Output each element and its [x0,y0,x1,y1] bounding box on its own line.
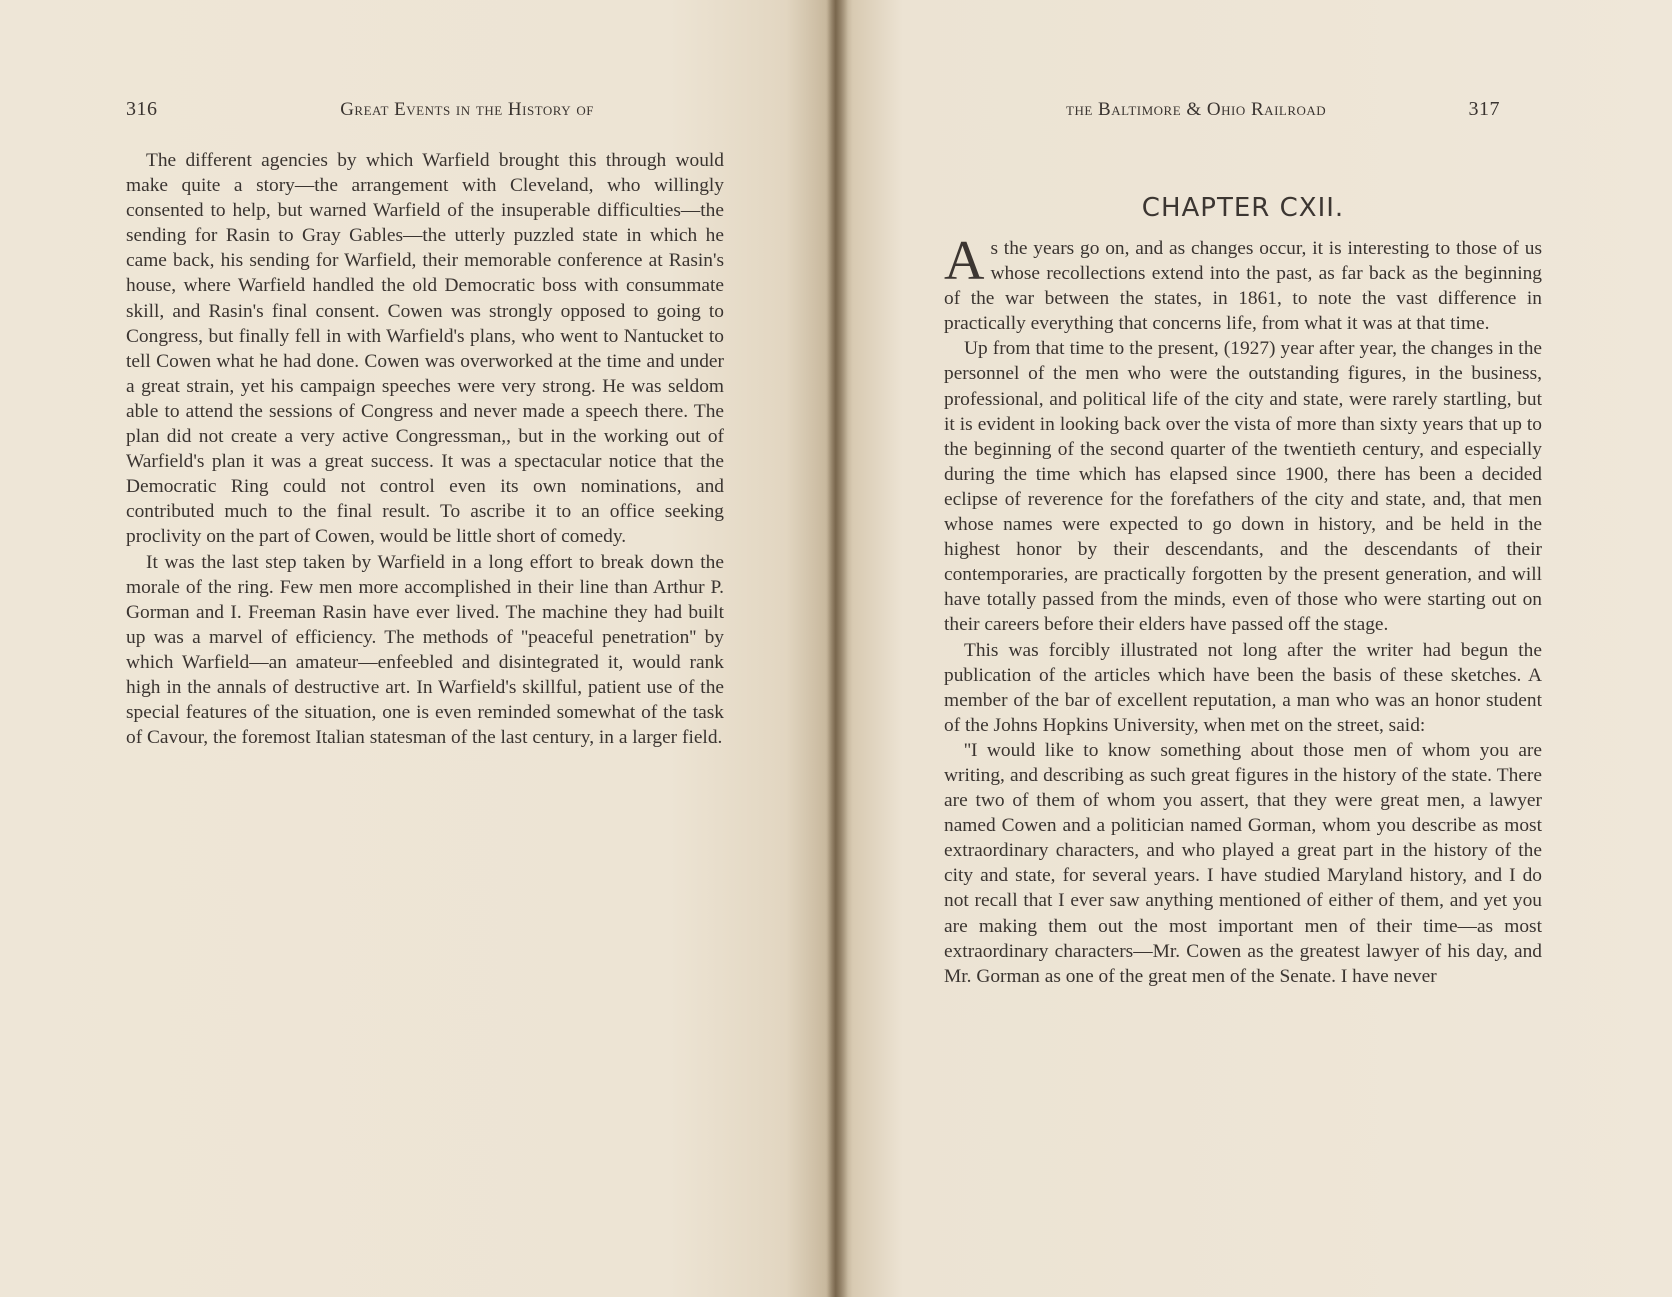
drop-cap: A [944,230,985,292]
right-first-paragraph [944,230,1542,336]
left-body-text [126,148,724,750]
chapter-title: CHAPTER CXII. [1141,193,1345,223]
right-paragraph: Up from that time to the present, (1927) year after year, the changes in the personnel of the men who were the outstanding figures, in the business, professional, and political life of the city and state, were rarely startling, but it is evident in looking back over the vista of more than sixty years that up to the beginning of the second quarter of the twentieth century, and especially during the time which has elapsed since 1900, there has been a decided eclipse of reverence for the forefathers of the city and state, and, that men whose names were expected to go down in history, and be held in the highest honor by their descendants, and the descendants of their contemporaries, are practically forgotten by the present generation, and will have totally passed from the minds, even of those who were starting out on their careers before their elders have passed off the stage. [944,338,1542,636]
right-page-number: 317 [1468,98,1500,120]
right-paragraph: ''I would like to know something about those men of whom you are writing, and describing as such great figures in the history of the state. There are two of them of whom you assert, that they were great men, a lawyer named Cowen and a politician named Gorman, whom you describe as most extraordinary characters, and who played a great part in the history of the city and state, for several years. I have studied Maryland history, and I do not recall that I ever saw anything mentioned of either of them, and yet you are making them out the most important men of their time—as most extraordinary characters—Mr. Cowen as the greatest lawyer of his day, and Mr. Gorman as one of the great men of the Senate. I have never [944,739,1542,987]
right-running-title: the Baltimore & Ohio Railroad [1066,99,1327,120]
right-page [836,0,1672,1297]
left-running-title: Great Events in the History of [340,99,594,120]
left-paragraph: The different agencies by which Warfield brought this through would make quite a story—the arrangement with Cleveland, who willingly consented to help, but warned Warfield of the insuperable difficulties—the sending for Rasin to Gray Gables—the utterly puzzled state in which he came back, his sending for Warfield, their memorable conference at Rasin's house, where Warfield handled the old Democratic boss with consummate skill, and Rasin's final consent. Cowen was strongly opposed to going to Congress, but finally fell in with Warfield's plans, who went to Nantucket to tell Cowen what he had done. Cowen was overworked at the time and under a great strain, yet his campaign speeches were very strong. He was seldom able to attend the sessions of Congress and never made a speech there. The plan did not create a very active Congressman,, but in the working out of Warfield's plan it was a great success. It was a spectacular notice that the Democratic Ring could not control even its own nominations, and contributed much to the final result. To ascribe it to an office seeking proclivity on the part of Cowen, would be little short of comedy. [126,150,724,548]
left-running-head [126,98,594,121]
right-paragraph: This was forcibly illustrated not long after the writer had begun the publication of the articles which have been the basis of these sketches. A member of the bar of excellent reputation, a man who was an honor student of the Johns Hopkins University, when met on the street, said: [944,639,1542,736]
right-running-head [1066,98,1500,121]
left-paragraph: It was the last step taken by Warfield in a long effort to break down the morale of the ring. Few men more accomplished in their line than Arthur P. Gorman and I. Freeman Rasin have ever lived. The machine they had built up was a marvel of efficiency. The methods of ''peaceful penetration'' by which Warfield—an amateur—enfeebled and disintegrated it, would rank high in the annals of destructive art. In Warfield's skillful, patient use of the special features of the situation, one is even reminded somewhat of the task of Cavour, the foremost Italian statesman of the last century, in a larger field. [126,551,724,749]
first-paragraph-text: s the years go on, and as changes occur, it is interesting to those of us whose recollections extend into the past, as far back as the beginning of the war between the states, in 1861, to note the vast difference in practically everything that concerns life, from what it was at that time. [944,238,1542,335]
left-page-number: 316 [126,98,158,120]
right-body-text [944,230,1542,989]
